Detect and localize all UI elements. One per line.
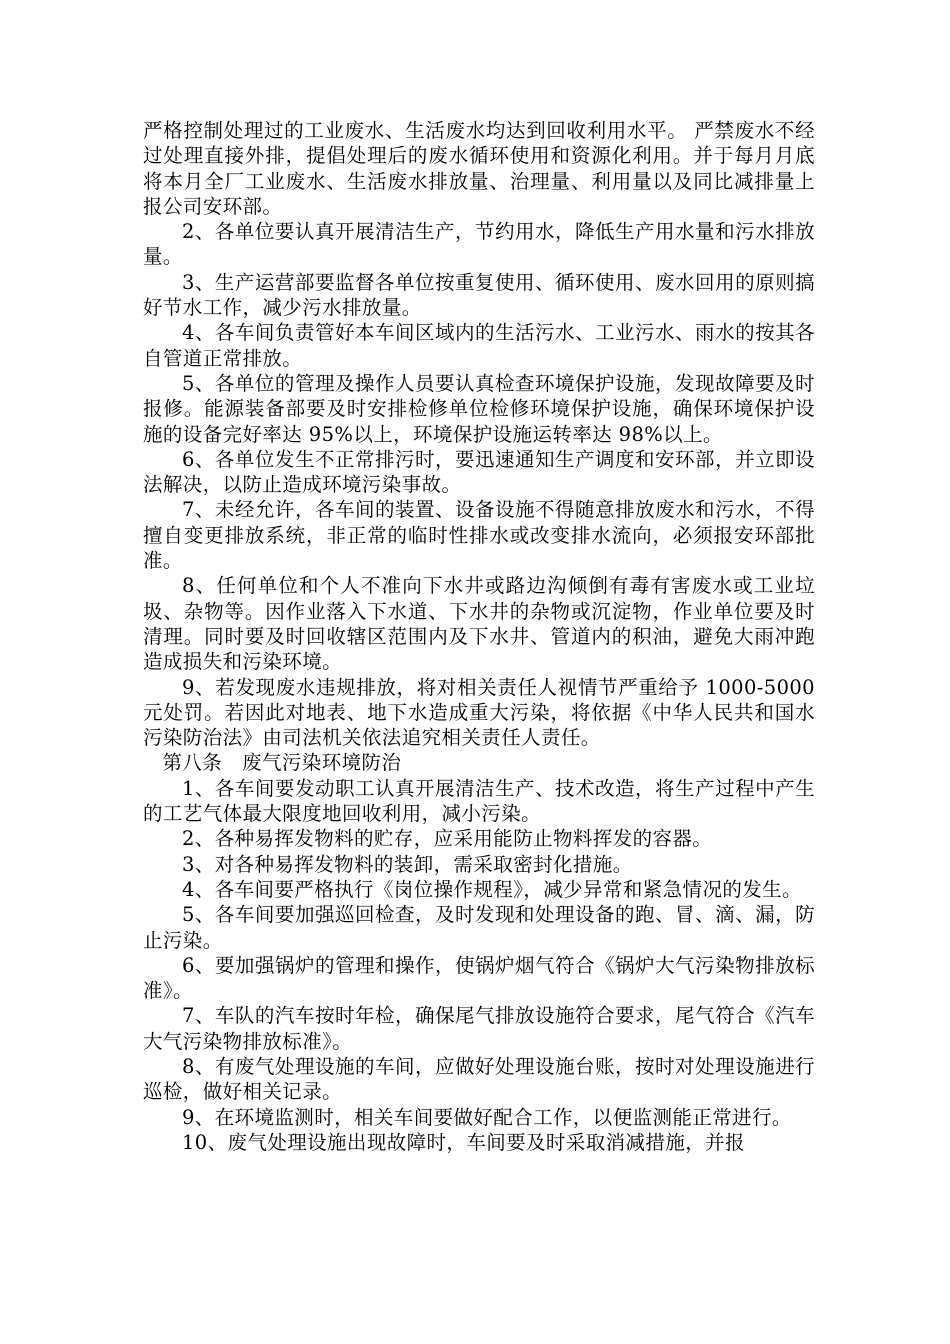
paragraph-item-9: 9、若发现废水违规排放，将对相关责任人视情节严重给予 1000-5000 元处罚。若因此对地表、地下水造成重大污染，将依据《中华人民共和国水污染防治法》由司法机关依法追究相关责任人责任。 — [143, 675, 815, 750]
paragraph-continuation: 严格控制处理过的工业废水、生活废水均达到回收利用水平。 严禁废水不经过处理直接外排，提倡处理后的废水循环使用和资源化利用。并于每月月底将本月全厂工业废水、生活废水排放量、治理量、利用量以及同比减排量上报公司安环部。 — [143, 119, 815, 218]
paragraph-air-item-2: 2、各种易挥发物料的贮存，应采用能防止物料挥发的容器。 — [182, 827, 713, 851]
section-heading-article-8: 第八条 废气污染环境防治 — [162, 751, 402, 775]
paragraph-air-item-6: 6、要加强锅炉的管理和操作，使锅炉烟气符合《锅炉大气污染物排放标准》。 — [143, 953, 815, 1003]
paragraph-item-6: 6、各单位发生不正常排污时，要迅速通知生产调度和安环部，并立即设法解决，以防止造成环境污染事故。 — [143, 447, 815, 497]
paragraph-item-2: 2、各单位要认真开展清洁生产，节约用水，降低生产用水量和污水排放量。 — [143, 220, 815, 269]
paragraph-air-item-8: 8、有废气处理设施的车间，应做好处理设施台账，按时对处理设施进行巡检，做好相关记录。 — [143, 1054, 815, 1104]
document-page — [143, 118, 815, 1155]
paragraph-item-3: 3、生产运营部要监督各单位按重复使用、循环使用、废水回用的原则搞好节水工作，减少污水排放量。 — [143, 270, 815, 320]
paragraph-air-item-9: 9、在环境监测时，相关车间要做好配合工作，以便监测能正常进行。 — [182, 1105, 792, 1129]
paragraph-item-5: 5、各单位的管理及操作人员要认真检查环境保护设施，发现故障要及时报修。能源装备部要及时安排检修单位检修环境保护设施，确保环境保护设施的设备完好率达 95%以上，环境保护设施运转率达 98%以上。 — [143, 371, 815, 446]
paragraph-air-item-4: 4、各车间要严格执行《岗位操作规程》，减少异常和紧急情况的发生。 — [182, 877, 802, 901]
paragraph-air-item-3: 3、对各种易挥发物料的装卸，需采取密封化措施。 — [182, 852, 633, 876]
paragraph-air-item-5: 5、各车间要加强巡回检查，及时发现和处理设备的跑、冒、滴、漏，防止污染。 — [143, 903, 815, 952]
paragraph-air-item-1: 1、各车间要发动职工认真开展清洁生产、技术改造，将生产过程中产生的工艺气体最大限度地回收利用，减小污染。 — [143, 776, 815, 826]
paragraph-air-item-10: 10、废气处理设施出现故障时，车间要及时采取消减措施，并报 — [182, 1130, 745, 1154]
paragraph-air-item-7: 7、车队的汽车按时年检，确保尾气排放设施符合要求，尾气符合《汽车大气污染物排放标准》。 — [143, 1004, 815, 1053]
paragraph-item-8: 8、任何单位和个人不准向下水井或路边沟倾倒有毒有害废水或工业垃圾、杂物等。因作业落入下水道、下水井的杂物或沉淀物，作业单位要及时清理。同时要及时回收辖区范围内及下水井、管道内的积油，避免大雨冲跑造成损失和污染环境。 — [143, 574, 815, 674]
paragraph-item-7: 7、未经允许，各车间的装置、设备设施不得随意排放废水和污水，不得擅自变更排放系统，非正常的临时性排水或改变排水流向，必须报安环部批准。 — [143, 498, 815, 573]
paragraph-item-4: 4、各车间负责管好本车间区域内的生活污水、工业污水、雨水的按其各自管道正常排放。 — [143, 321, 815, 370]
